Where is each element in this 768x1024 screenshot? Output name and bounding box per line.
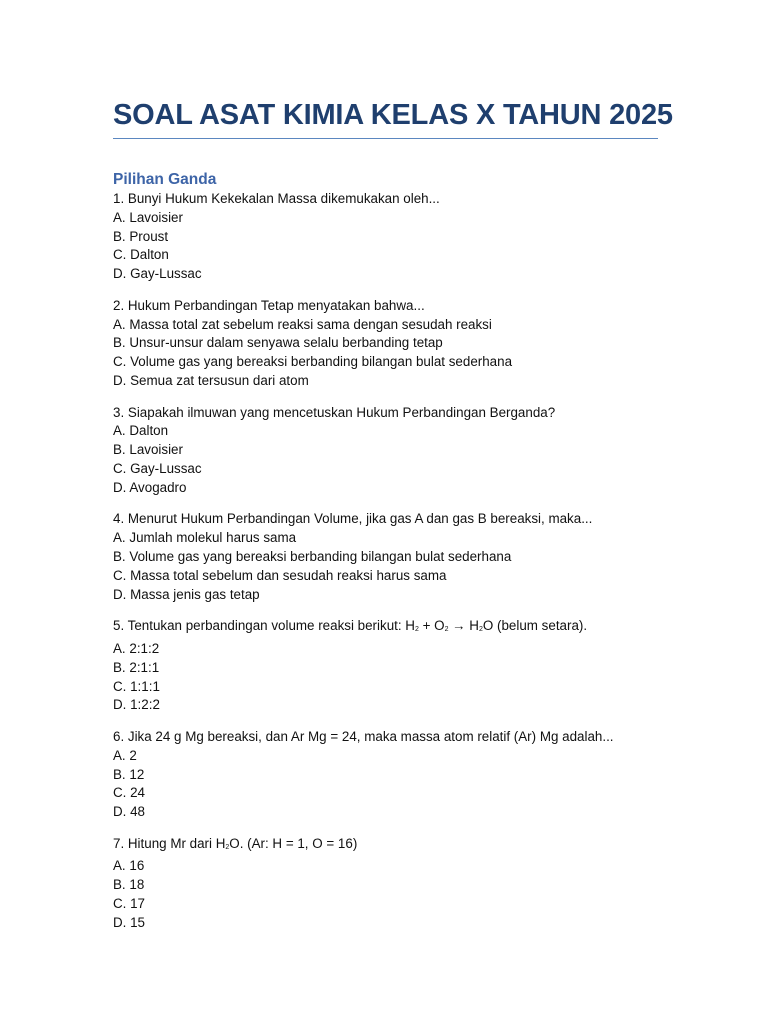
question-text: 4. Menurut Hukum Perbandingan Volume, jika gas A dan gas B bereaksi, maka... (113, 511, 593, 527)
option-d: D. 15 (113, 914, 146, 930)
question-text (113, 835, 658, 858)
option-a: A. 2:1:2 (113, 640, 160, 656)
option-a: A. 16 (113, 858, 145, 874)
question-text: 1. Bunyi Hukum Kekekalan Massa dikemukakan oleh... (113, 191, 440, 206)
subscript: 2 (478, 626, 483, 634)
question-text: 6. Jika 24 g Mg bereaksi, dan Ar Mg = 24, maka massa atom relatif (Ar) Mg adalah... (113, 728, 614, 744)
question-4 (113, 510, 658, 604)
question-7 (113, 835, 658, 933)
question-6 (113, 728, 658, 822)
option-b: B. 12 (113, 766, 145, 782)
question-text-part: 7. Hitung Mr dari H (113, 835, 226, 851)
question-text-part: O. (Ar: H = 1, O = 16) (229, 835, 358, 851)
option-c: C. Dalton (113, 247, 169, 263)
option-c: C. Massa total sebelum dan sesudah reaksi harus sama (113, 567, 447, 583)
document-page (113, 96, 673, 945)
question-3 (113, 404, 658, 498)
option-c: C. 17 (113, 896, 146, 912)
question-2 (113, 297, 658, 391)
option-a: A. 2 (113, 747, 137, 763)
document-title: SOAL ASAT KIMIA KELAS X TAHUN 2025 (113, 96, 658, 139)
option-d: D. Gay-Lussac (113, 266, 202, 282)
option-b: B. Proust (113, 228, 169, 244)
subscript: 2 (225, 843, 230, 851)
question-text: 2. Hukum Perbandingan Tetap menyatakan bahwa... (113, 297, 425, 313)
question-1 (113, 190, 658, 284)
question-text (113, 617, 658, 640)
option-b: B. Lavoisier (113, 442, 183, 458)
option-b: B. Unsur-unsur dalam senyawa selalu berbanding tetap (113, 335, 443, 351)
option-d: D. 48 (113, 804, 146, 820)
option-a: A. Dalton (113, 423, 169, 439)
question-text: 3. Siapakah ilmuwan yang mencetuskan Hukum Perbandingan Berganda? (113, 404, 556, 420)
question-text-part: + O (418, 618, 445, 634)
option-d: D. 1:2:2 (113, 697, 160, 713)
option-a: A. Massa total zat sebelum reaksi sama dengan sesudah reaksi (113, 316, 492, 332)
option-d: D. Avogadro (113, 479, 187, 495)
option-b: B. 2:1:1 (113, 659, 160, 675)
question-text-part: → H (448, 618, 479, 634)
option-c: C. 24 (113, 785, 146, 801)
option-a: A. Lavoisier (113, 209, 183, 225)
option-b: B. Volume gas yang bereaksi berbanding bilangan bulat sederhana (113, 548, 512, 564)
question-text-part: 5. Tentukan perbandingan volume reaksi berikut: H (113, 618, 415, 634)
section-heading: Pilihan Ganda (113, 171, 217, 188)
option-d: D. Massa jenis gas tetap (113, 586, 260, 602)
option-c: C. Volume gas yang bereaksi berbanding bilangan bulat sederhana (113, 354, 513, 370)
option-d: D. Semua zat tersusun dari atom (113, 372, 309, 388)
question-text-part: O (belum setara). (482, 618, 588, 634)
option-c: C. Gay-Lussac (113, 460, 202, 476)
subscript: 2 (414, 626, 419, 634)
option-a: A. Jumlah molekul harus sama (113, 530, 297, 546)
subscript: 2 (444, 626, 449, 634)
question-5 (113, 617, 658, 715)
option-c: C. 1:1:1 (113, 678, 160, 694)
option-b: B. 18 (113, 877, 145, 893)
